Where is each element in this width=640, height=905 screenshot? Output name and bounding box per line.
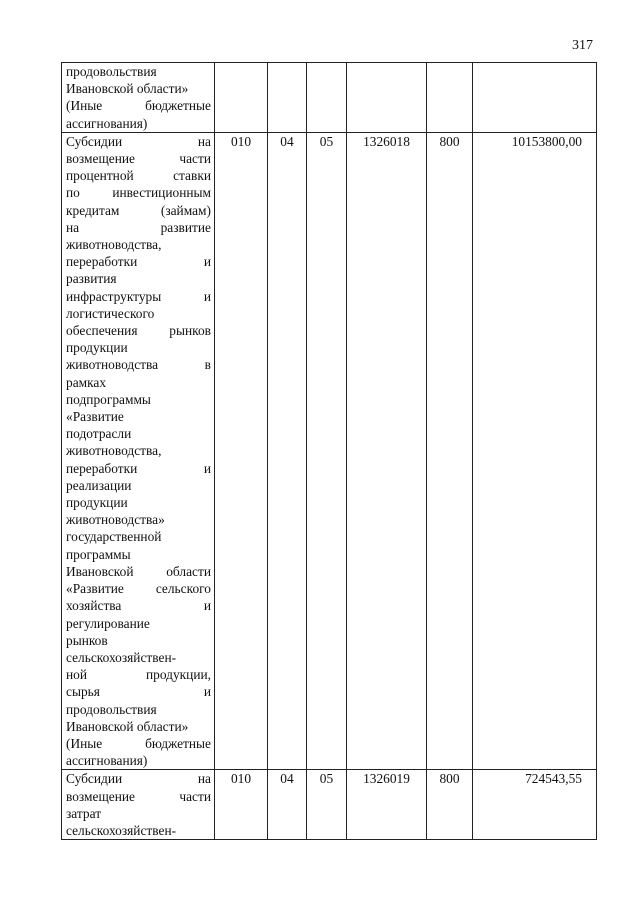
description-line: «Развитие сельского xyxy=(66,581,211,597)
description-line: рынков xyxy=(66,632,108,648)
description-line: (Иные бюджетные xyxy=(66,98,211,114)
description-line: кредитам (займам) xyxy=(66,202,211,218)
description-line: Ивановской области» xyxy=(66,718,189,734)
row-code5: 800 xyxy=(427,132,473,770)
description-line: затрат xyxy=(66,805,102,821)
description-line: животноводства в xyxy=(66,357,211,373)
table-row xyxy=(62,770,597,840)
description-line: животноводства, xyxy=(66,443,162,459)
description-line: инфраструктуры и xyxy=(66,288,211,304)
row-code4: 1326018 xyxy=(347,132,427,770)
row-code4 xyxy=(347,63,427,133)
description-line: хозяйства и xyxy=(66,598,211,614)
row-code3: 05 xyxy=(307,132,347,770)
row-description xyxy=(62,63,215,133)
row-amount: 724543,55 xyxy=(473,770,597,840)
description-line: «Развитие xyxy=(66,409,124,425)
description-line: обеспечения рынков xyxy=(66,323,211,339)
description-line: Ивановской области» xyxy=(66,81,189,97)
row-description xyxy=(62,132,215,770)
row-amount xyxy=(473,63,597,133)
description-line: подпрограммы xyxy=(66,391,151,407)
description-line: логистического xyxy=(66,305,155,321)
description-line: на развитие xyxy=(66,219,211,235)
row-code5 xyxy=(427,63,473,133)
description-line: сырья и xyxy=(66,684,211,700)
description-line: по инвестиционным xyxy=(66,185,211,201)
description-line: переработки и xyxy=(66,460,211,476)
description-line: рамках xyxy=(66,374,107,390)
description-line: Субсидии на xyxy=(66,771,211,787)
description-line: переработки и xyxy=(66,254,211,270)
description-line: государственной xyxy=(66,529,162,545)
row-code2: 04 xyxy=(268,132,307,770)
budget-table xyxy=(61,62,597,840)
description-line: возмещение части xyxy=(66,151,211,167)
description-line: процентной ставки xyxy=(66,168,211,184)
row-code1: 010 xyxy=(215,770,268,840)
description-line: (Иные бюджетные xyxy=(66,735,211,751)
description-line: сельскохозяйствен- xyxy=(66,822,177,838)
description-line: продукции xyxy=(66,495,128,511)
table-row xyxy=(62,132,597,770)
description-line: животноводства, xyxy=(66,237,162,253)
description-line: животноводства» xyxy=(66,512,165,528)
page-number: 317 xyxy=(572,38,593,53)
description-line: ной продукции, xyxy=(66,667,211,683)
row-code2: 04 xyxy=(268,770,307,840)
description-line: развития xyxy=(66,271,117,287)
description-line: реализации xyxy=(66,477,132,493)
description-line: Ивановской области xyxy=(66,563,211,579)
row-code1: 010 xyxy=(215,132,268,770)
description-line: продукции xyxy=(66,340,128,356)
description-line: ассигнования) xyxy=(66,753,148,769)
row-code3: 05 xyxy=(307,770,347,840)
description-line: продовольствия xyxy=(66,701,157,717)
description-line: сельскохозяйствен- xyxy=(66,649,177,665)
budget-table-body xyxy=(62,63,597,840)
description-line: ассигнования) xyxy=(66,115,148,131)
row-description xyxy=(62,770,215,840)
row-code3 xyxy=(307,63,347,133)
row-code4: 1326019 xyxy=(347,770,427,840)
description-line: продовольствия xyxy=(66,64,157,79)
description-line: программы xyxy=(66,546,131,562)
row-amount: 10153800,00 xyxy=(473,132,597,770)
row-code2 xyxy=(268,63,307,133)
description-line: Субсидии на xyxy=(66,133,211,149)
description-line: подотрасли xyxy=(66,426,132,442)
row-code5: 800 xyxy=(427,770,473,840)
table-row xyxy=(62,63,597,133)
description-line: регулирование xyxy=(66,615,150,631)
row-code1 xyxy=(215,63,268,133)
description-line: возмещение части xyxy=(66,788,211,804)
